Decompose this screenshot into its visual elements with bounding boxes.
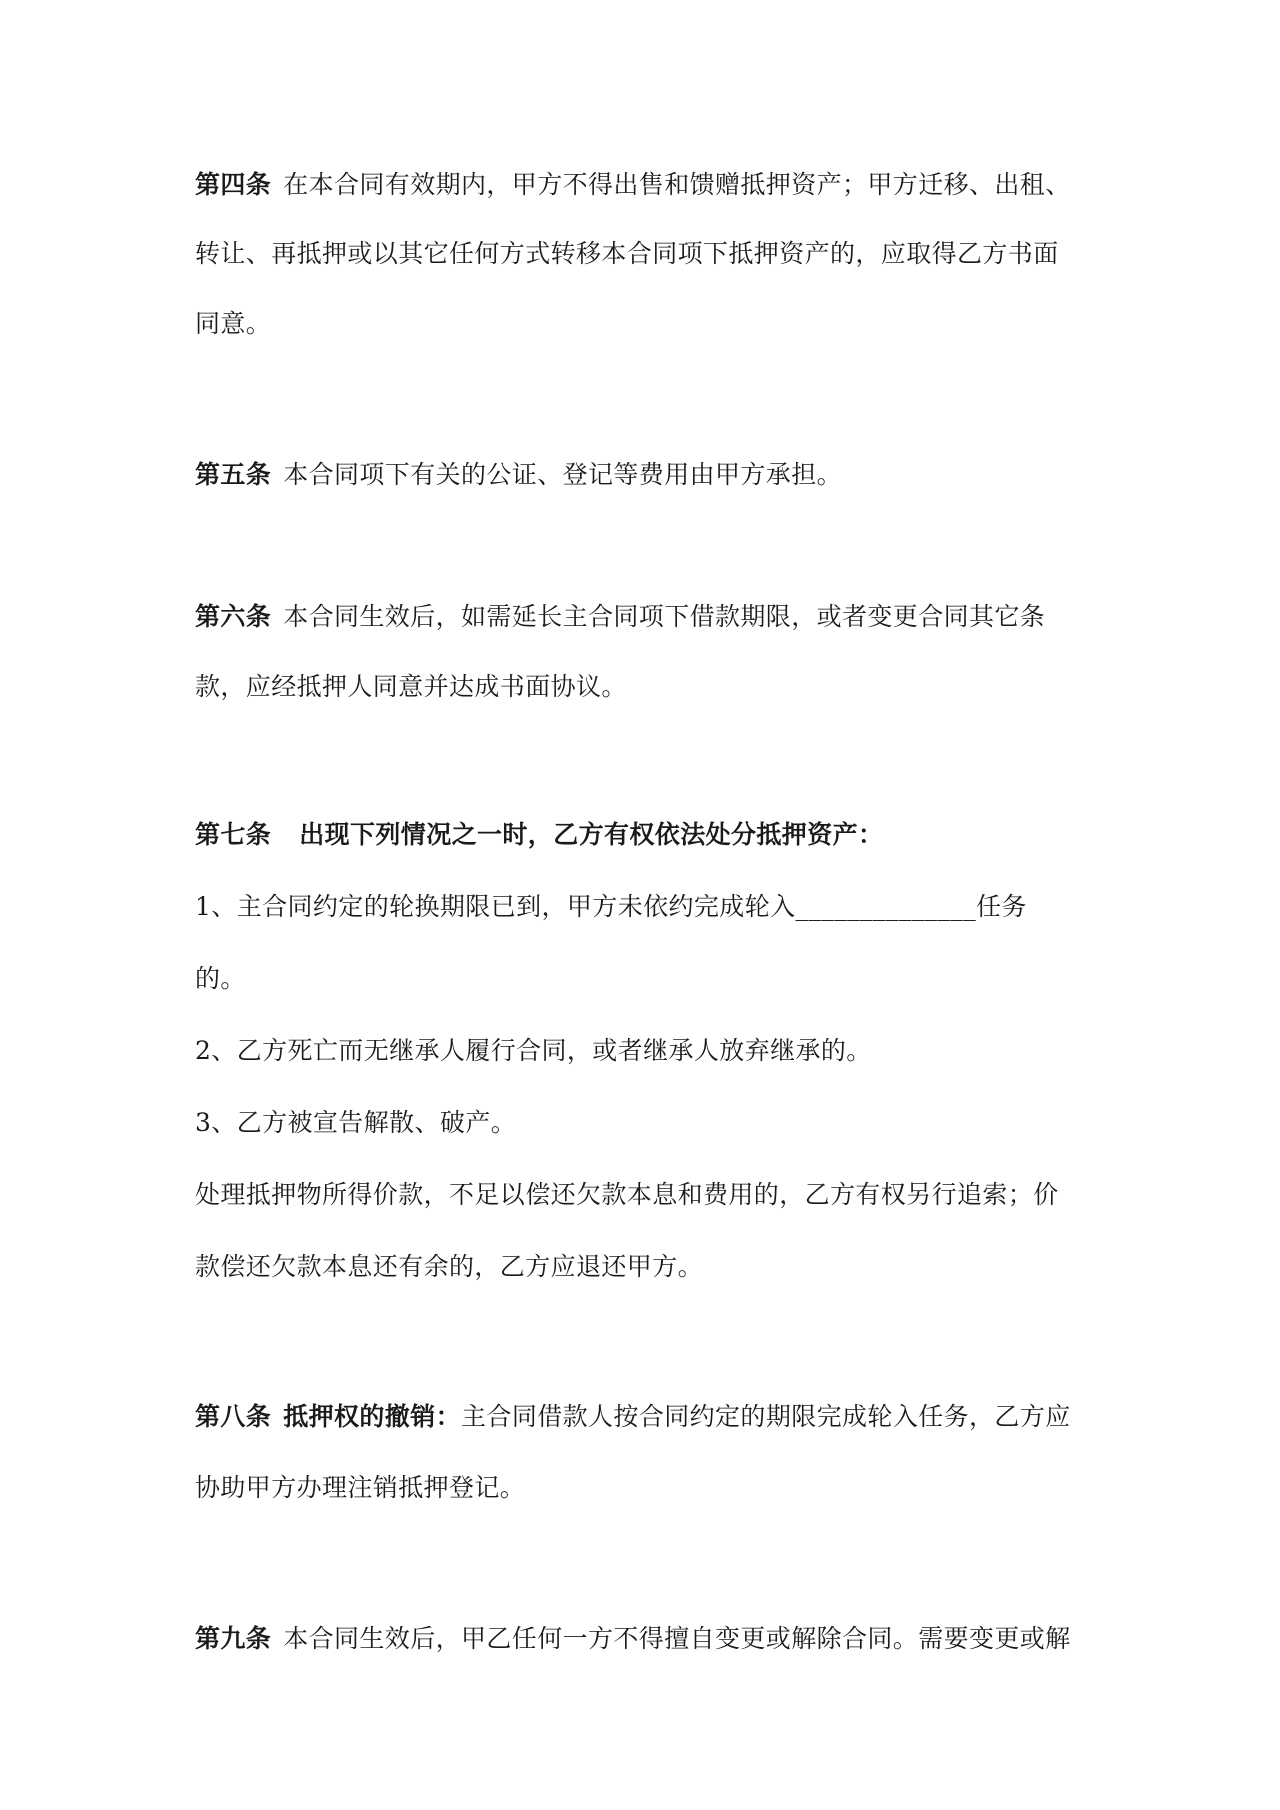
article-8-text-1: 主合同借款人按合同约定的期限完成轮入任务，乙方应 xyxy=(461,1402,1071,1431)
article-6-line-1 xyxy=(195,600,1095,634)
article-7-line-1 xyxy=(195,818,1095,852)
article-7-item-3: 3、乙方被宣告解散、破产。 xyxy=(195,1108,517,1137)
article-9-line-1 xyxy=(195,1622,1095,1656)
article-7-item-2: 2、乙方死亡而无继承人履行合同，或者继承人放弃继承的。 xyxy=(195,1036,872,1065)
article-5-line-1 xyxy=(195,458,1095,492)
article-7-intro: 出现下列情况之一时，乙方有权依法处分抵押资产： xyxy=(299,820,884,849)
article-6-heading: 第六条 xyxy=(195,602,272,631)
article-8-subheading: 抵押权的撤销： xyxy=(283,1402,462,1431)
article-7-note-line-1: 处理抵押物所得价款，不足以偿还欠款本息和费用的，乙方有权另行追索；价 xyxy=(195,1180,1059,1209)
article-6-text-1: 本合同生效后，如需延长主合同项下借款期限，或者变更合同其它条 xyxy=(283,602,1046,631)
article-9-heading: 第九条 xyxy=(195,1624,272,1653)
article-7-item-1-line-2: 的。 xyxy=(195,964,246,993)
article-9-text-1: 本合同生效后，甲乙任何一方不得擅自变更或解除合同。需要变更或解 xyxy=(283,1624,1071,1653)
article-4-line-3: 同意。 xyxy=(195,309,272,338)
article-6-line-2: 款，应经抵押人同意并达成书面协议。 xyxy=(195,672,627,701)
article-8-line-1 xyxy=(195,1400,1095,1434)
article-7-note-line-2: 款偿还欠款本息还有余的，乙方应退还甲方。 xyxy=(195,1252,704,1281)
article-7-item-1-line-1: 1、主合同约定的轮换期限已到，甲方未依约完成轮入______________任务 xyxy=(195,892,1027,921)
article-5-heading: 第五条 xyxy=(195,460,272,489)
article-4-text-1: 在本合同有效期内，甲方不得出售和馈赠抵押资产；甲方迁移、出租、 xyxy=(283,170,1071,199)
article-5-text-1: 本合同项下有关的公证、登记等费用由甲方承担。 xyxy=(283,460,843,489)
article-4-heading: 第四条 xyxy=(195,170,272,199)
article-8-heading: 第八条 xyxy=(195,1402,272,1431)
article-8-line-2: 协助甲方办理注销抵押登记。 xyxy=(195,1473,526,1502)
article-7-heading: 第七条 xyxy=(195,820,272,849)
article-4-line-2: 转让、再抵押或以其它任何方式转移本合同项下抵押资产的，应取得乙方书面 xyxy=(195,239,1059,268)
article-4-line-1 xyxy=(195,168,1095,202)
